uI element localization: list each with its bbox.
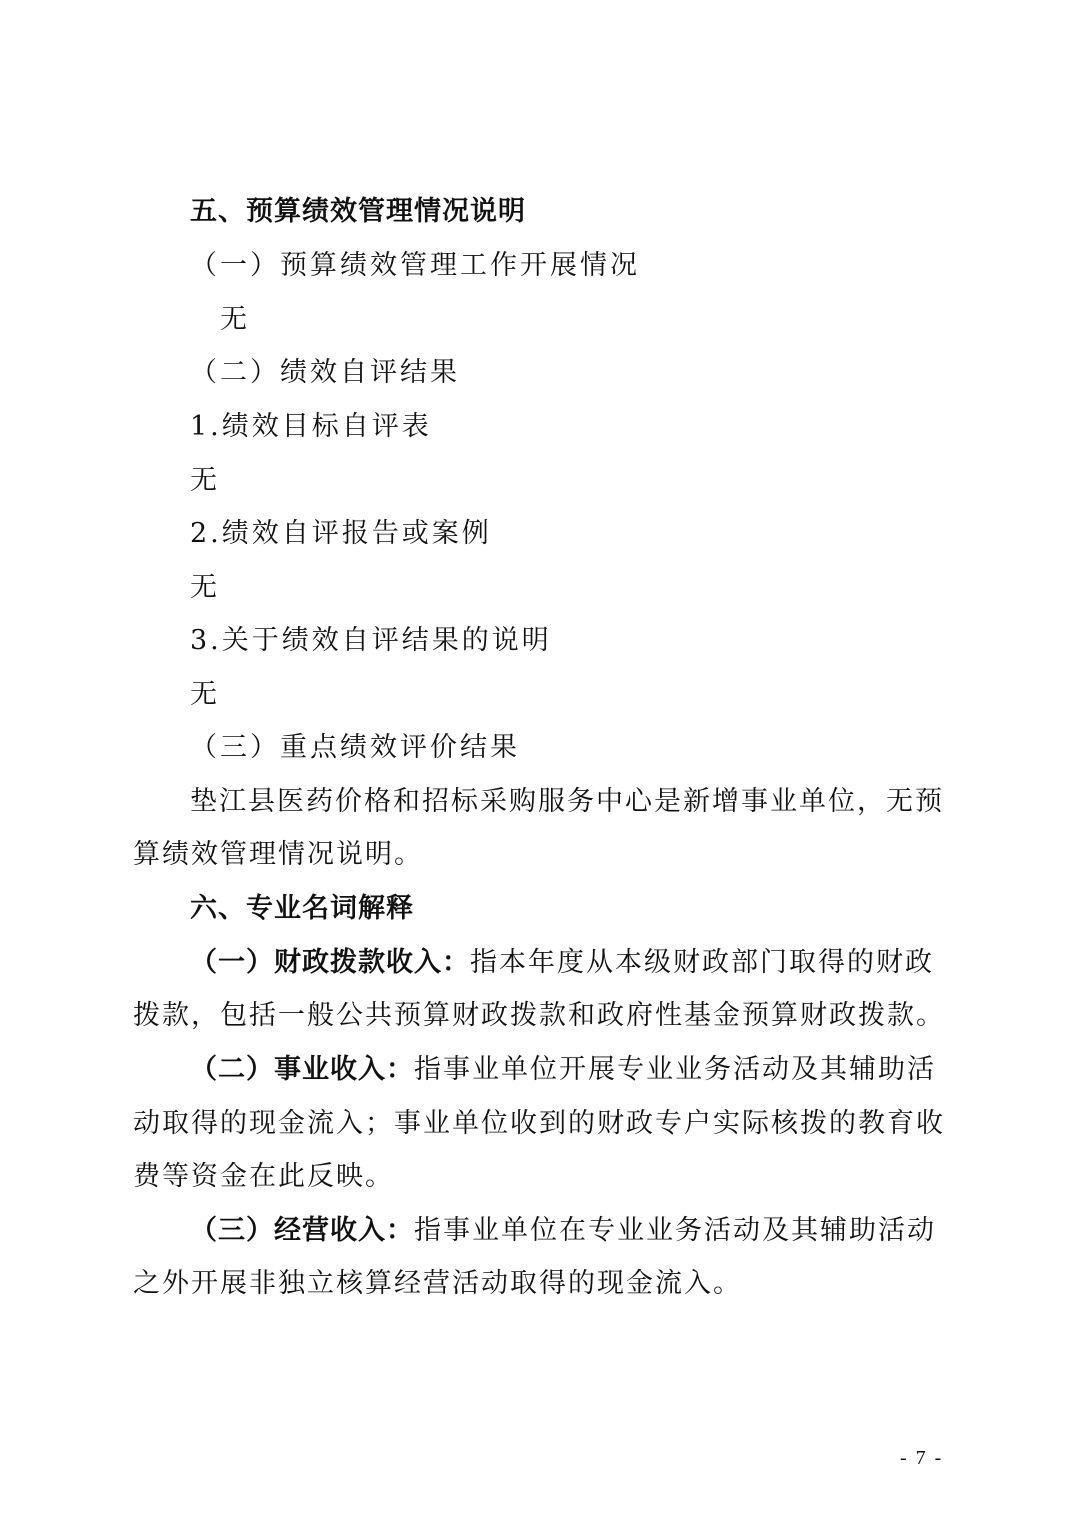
term-1-definition-start: 指本年度从本级财政部门取得的财政 — [470, 947, 934, 978]
self-eval-item-1-title: 1.绩效目标自评表 — [190, 411, 432, 442]
self-eval-item-2-content: 无 — [190, 572, 219, 603]
term-2-label: （二）事业收入： — [190, 1054, 414, 1085]
subsection-3-paragraph-line-2: 算绩效管理情况说明。 — [133, 839, 423, 870]
section-6-heading: 六、专业名词解释 — [190, 893, 414, 924]
self-eval-item-1-content: 无 — [190, 465, 219, 496]
term-1-line-2: 拨款，包括一般公共预算财政拨款和政府性基金预算财政拨款。 — [133, 1000, 945, 1031]
page-number: - 7 - — [900, 1447, 944, 1469]
self-eval-item-2-title: 2.绩效自评报告或案例 — [190, 518, 492, 549]
subsection-1-title: （一）预算绩效管理工作开展情况 — [190, 250, 640, 281]
term-2-line-1 — [190, 1052, 936, 1088]
section-5-heading: 五、预算绩效管理情况说明 — [190, 196, 526, 227]
self-eval-item-3-content: 无 — [190, 679, 219, 710]
term-3-line-2: 之外开展非独立核算经营活动取得的现金流入。 — [133, 1268, 742, 1299]
term-1-line-1 — [190, 945, 934, 981]
term-2-definition-start: 指事业单位开展专业业务活动及其辅助活 — [414, 1054, 936, 1085]
subsection-2-title: （二）绩效自评结果 — [190, 357, 460, 388]
term-2-line-2: 动取得的现金流入；事业单位收到的财政专户实际核拨的教育收 — [133, 1108, 945, 1139]
self-eval-item-3-title: 3.关于绩效自评结果的说明 — [190, 625, 552, 656]
term-3-label: （三）经营收入： — [190, 1215, 414, 1246]
subsection-3-title: （三）重点绩效评价结果 — [190, 732, 520, 763]
term-3-definition-start: 指事业单位在专业业务活动及其辅助活动 — [414, 1215, 936, 1246]
term-2-line-3: 费等资金在此反映。 — [133, 1161, 394, 1192]
term-3-line-1 — [190, 1213, 936, 1249]
term-1-label: （一）财政拨款收入： — [190, 947, 470, 978]
subsection-1-content: 无 — [220, 304, 249, 335]
subsection-3-paragraph-line-1: 垫江县医药价格和招标采购服务中心是新增事业单位，无预 — [190, 786, 944, 817]
